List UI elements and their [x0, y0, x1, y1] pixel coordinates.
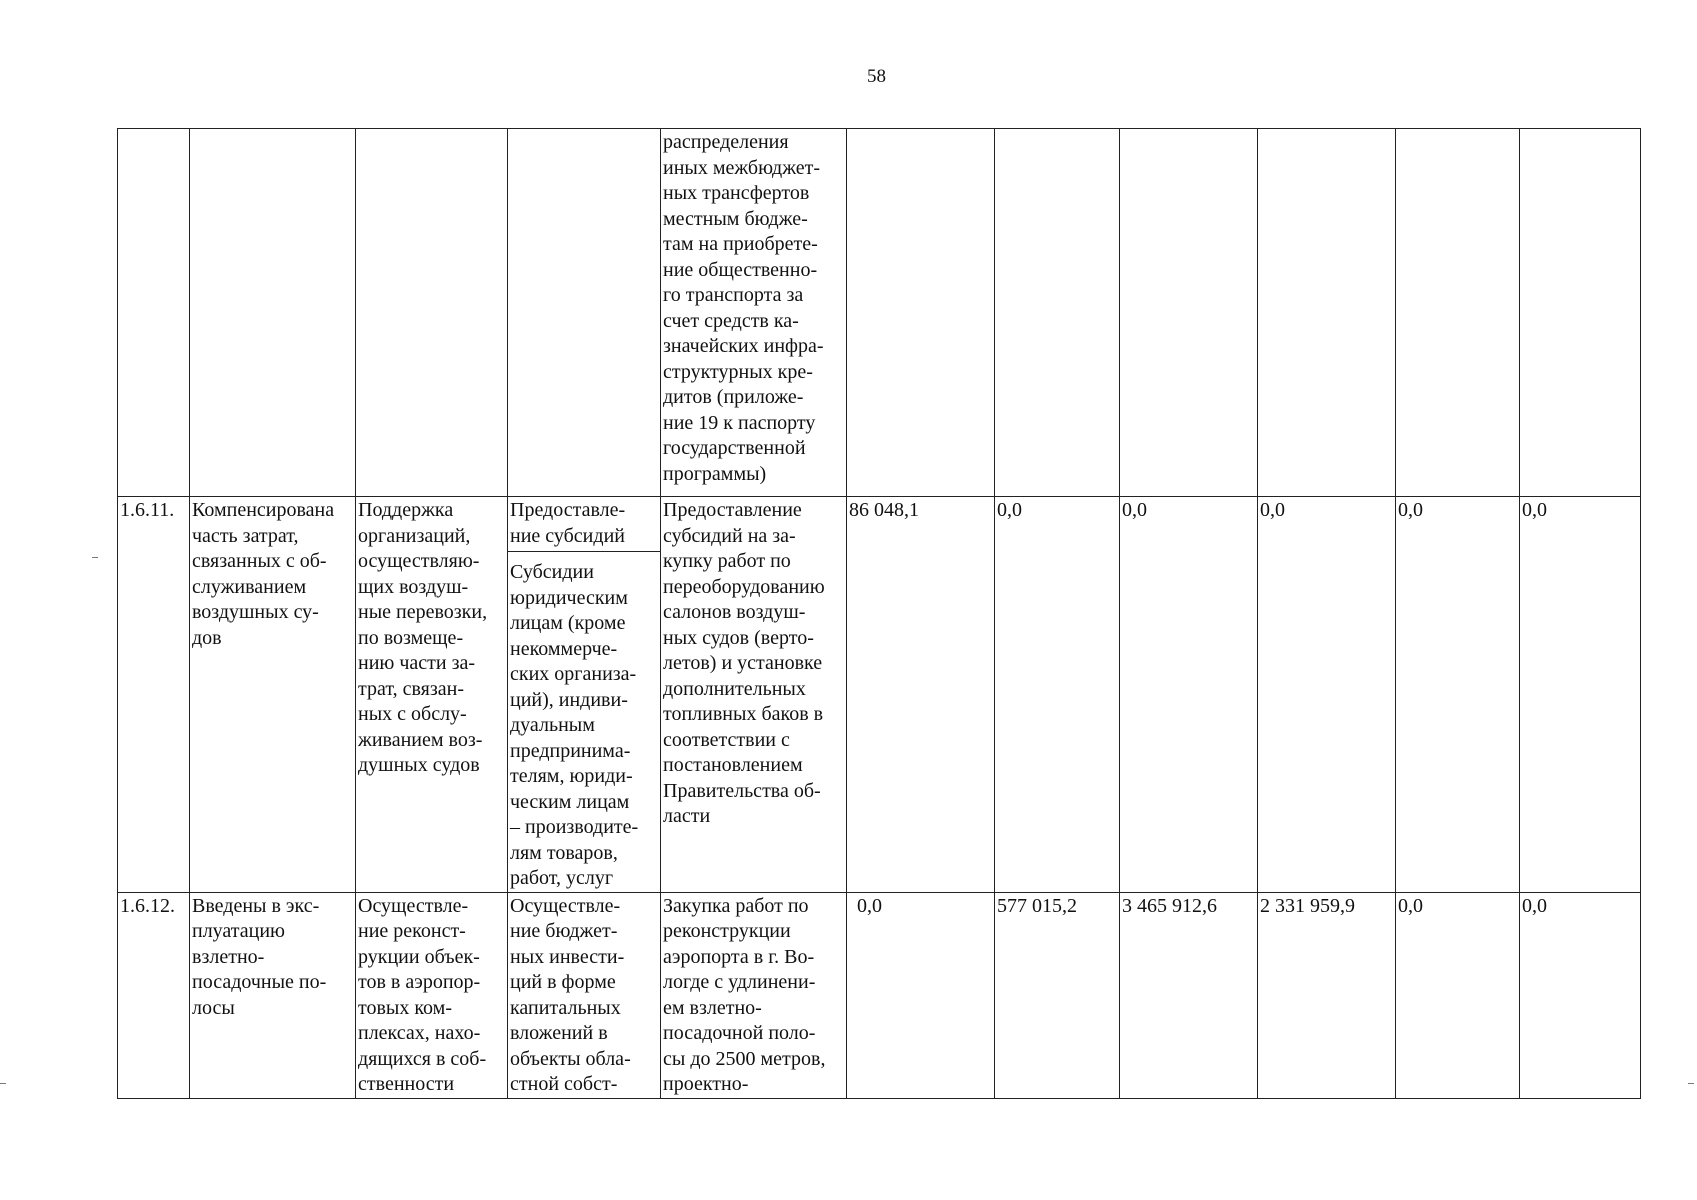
scan-edge-mark-right — [1688, 1083, 1694, 1084]
result-cell: Компенсирована часть затрат, связанных с об- служиванием воздушных су- дов — [190, 497, 356, 893]
value-cell — [1396, 129, 1520, 497]
scan-edge-mark-left — [0, 1083, 6, 1084]
value-cell: 0,0 — [847, 892, 995, 1098]
value-cell: 0,0 — [1520, 892, 1641, 1098]
value-cell: 0,0 — [1396, 892, 1520, 1098]
type-cell — [508, 129, 661, 497]
measure-cell: Осуществле- ние реконст- рукции объек- тов в аэропор- товых ком- плексах, нахо- дящихся в соб- ственности — [356, 892, 508, 1098]
type-subtable — [508, 497, 660, 892]
row-number-cell: 1.6.11. — [118, 497, 190, 893]
table-row — [118, 129, 1641, 497]
value-cell — [1520, 129, 1641, 497]
type-label: Предоставле- ние субсидий — [510, 499, 626, 547]
row-number-cell: 1.6.12. — [118, 892, 190, 1098]
value-cell: 0,0 — [1520, 497, 1641, 893]
result-cell — [190, 129, 356, 497]
table-row — [118, 497, 1641, 893]
value-cell — [995, 129, 1120, 497]
measure-cell: Поддержка организаций, осуществляю- щих воздуш- ные перевозки, по возмеще- нию части за- трат, связан- ных с обслу- живанием воз- душных судов — [356, 497, 508, 893]
measure-cell — [356, 129, 508, 497]
value-cell: 3 465 912,6 — [1120, 892, 1258, 1098]
value-cell: 0,0 — [1120, 497, 1258, 893]
program-table — [117, 128, 1641, 1099]
direction-cell: Закупка работ по реконструкции аэропорта в г. Во- логде с удлинени- ем взлетно- посадочной поло- сы до 2500 метров, проектно- — [661, 892, 847, 1098]
result-cell: Введены в экс- плуатацию взлетно- посадочные по- лосы — [190, 892, 356, 1098]
row-number-cell — [118, 129, 190, 497]
value-cell: 2 331 959,9 — [1258, 892, 1396, 1098]
type-cell: Осуществле- ние бюджет- ных инвести- ций в форме капитальных вложений в объекты обла- стной собст- — [508, 892, 661, 1098]
type-cell — [508, 497, 661, 893]
direction-cell: Предоставление субсидий на за- купку работ по переоборудованию салонов воздуш- ных судов (верто- летов) и установке дополнительных топливных баков в соответствии с постановлением Правительства об- ласти — [661, 497, 847, 893]
direction-cell: распределения иных межбюджет- ных трансфертов местным бюдже- там на приобрете- ние общественно- го транспорта за счет средств ка- значейских инфра- структурных кре- дитов (приложе- ние 19 к паспорту государственной программы) — [661, 129, 847, 497]
value-cell — [1120, 129, 1258, 497]
value-cell: 577 015,2 — [995, 892, 1120, 1098]
type-sub-label: Субсидии юридическим лицам (кроме некоммерче- ских организа- ций), индиви- дуальным предпринима- телям, юриди- ческим лицам – производите- лям товаров, работ, услуг — [510, 561, 639, 889]
value-cell: 0,0 — [1258, 497, 1396, 893]
table-row — [118, 892, 1641, 1098]
value-cell — [1258, 129, 1396, 497]
page-number: 58 — [867, 66, 886, 87]
value-cell: 0,0 — [1396, 497, 1520, 893]
value-cell: 0,0 — [995, 497, 1120, 893]
value-cell — [847, 129, 995, 497]
scan-edge-mark-left — [92, 557, 98, 558]
value-cell: 86 048,1 — [847, 497, 995, 893]
